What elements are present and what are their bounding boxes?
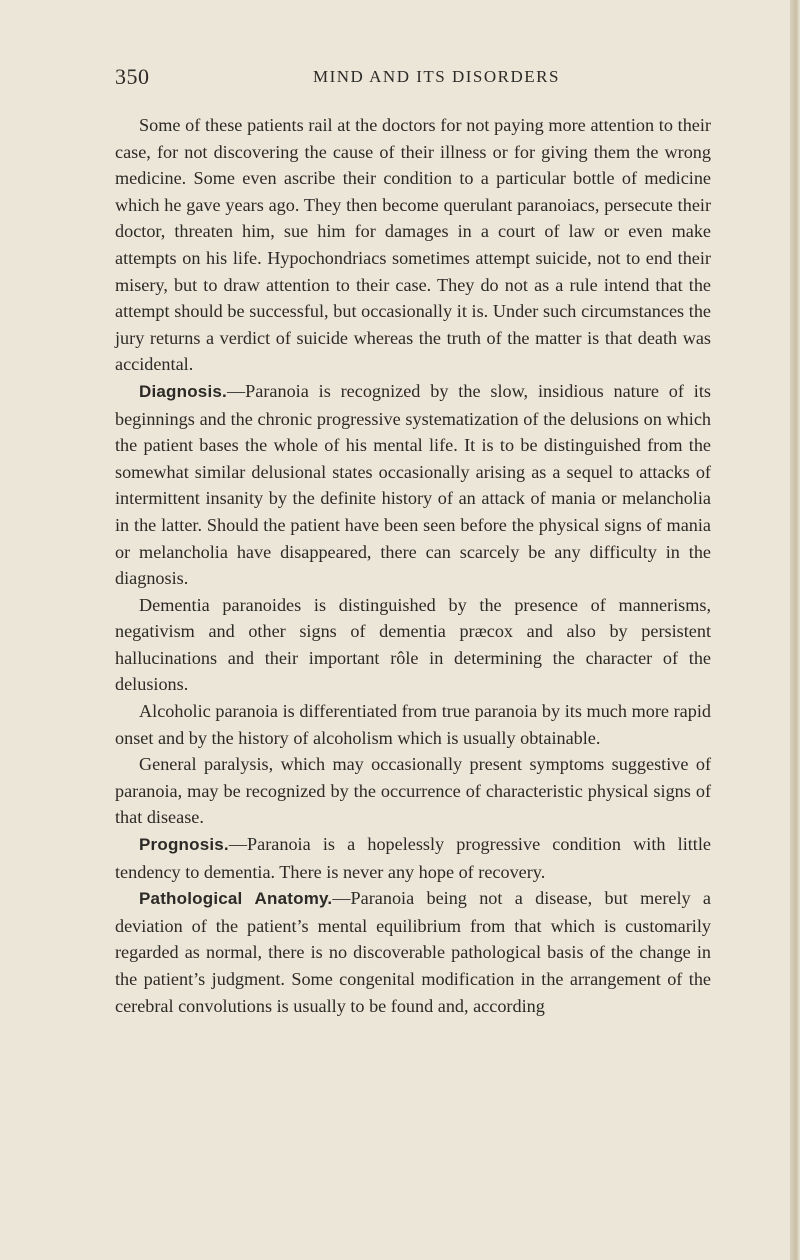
paragraph-pathological-anatomy [115,885,711,1019]
paragraph-prognosis [115,831,711,885]
page-edge-shadow [790,0,800,1260]
paragraph-dementia-paranoides [115,592,711,698]
paragraph-text: —Paranoia being not a disease, but merely a deviation of the patient’s mental equilibrium from that which is customarily regarded as normal, there is no discoverable pathological basis of the change in the patient’s judgment. Some congenital modification in the arrangement of the cerebral convolutions is usually to be found and, according [115,888,711,1016]
running-title: MIND AND ITS DISORDERS [313,67,560,86]
page-number: 350 [115,64,150,89]
paragraph-text: General paralysis, which may occasionally present symptoms suggestive of paranoia, may be recognized by the occurrence of characteristic physical signs of that disease. [115,754,711,828]
section-heading-diagnosis: Diagnosis. [139,381,227,401]
paragraph-text: Dementia paranoides is distinguished by the presence of mannerisms, negativism and other signs of dementia præcox and also by persistent hallucinations and their important rôle in determining the character of the delusions. [115,594,711,695]
paragraph-text: Some of these patients rail at the doctors for not paying more attention to their case, for not discovering the cause of their illness or for giving them the wrong medicine. Some even ascribe their condition to a particular bottle of medicine which he gave years ago. They then become querulant paranoiacs, persecute their doctor, threaten him, sue him for damages in a court of law or even make attempts on his life. Hypochondriacs sometimes attempt suicide, not to end their misery, but to draw attention to their case. They do not as a rule intend that the attempt should be successful, but occasionally it is. Under such circumstances the jury returns a verdict of suicide whereas the truth of the matter is that death was accidental. [115,115,711,375]
paragraph-general-paralysis [115,751,711,831]
paragraph-diagnosis [115,378,711,592]
paragraph-patients-rail [115,112,711,378]
section-heading-prognosis: Prognosis. [139,835,229,855]
section-heading-pathological-anatomy: Pathological Anatomy. [139,889,333,909]
paragraph-text: Alcoholic paranoia is differentiated from true paranoia by its much more rapid onset and by the history of alcoholism which is usually obtainable. [115,701,711,748]
paragraph-text: —Paranoia is recognized by the slow, insidious nature of its beginnings and the chronic progressive systematization of the delusions on which the patient bases the whole of his mental life. It is to be distinguished from the somewhat similar delusional states occasionally arising as a sequel to attacks of intermittent insanity by the definite history of an attack of mania or melancholia in the latter. Should the patient have been seen before the physical signs of mania or melancholia have disappeared, there can scarcely be any difficulty in the diagnosis. [115,380,711,589]
paragraph-text: —Paranoia is a hopelessly progressive condition with little tendency to dementia. There is never any hope of recovery. [115,834,711,882]
running-head [115,64,715,94]
paragraph-alcoholic-paranoia [115,698,711,751]
body-text [115,112,711,1019]
